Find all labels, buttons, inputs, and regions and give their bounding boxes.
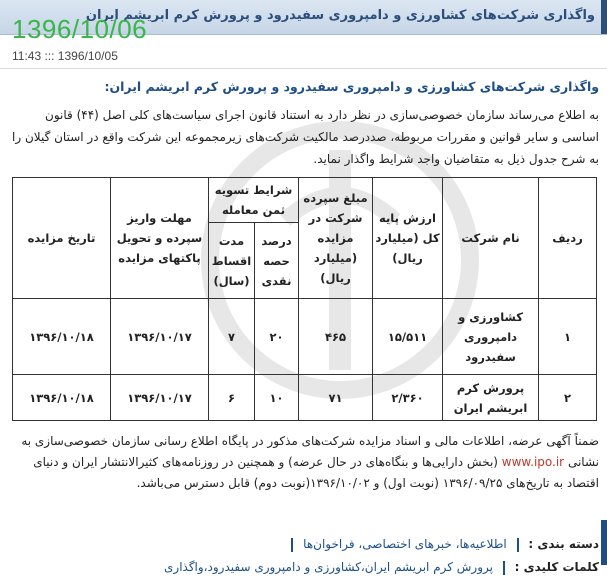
category-divider bbox=[291, 538, 293, 552]
category-divider bbox=[517, 538, 519, 552]
col-installment-years: مدت اقساط (سال) bbox=[209, 223, 255, 299]
publish-datetime: 11:43 ::: 1396/10/05 bbox=[12, 49, 118, 63]
title-bar-accent bbox=[601, 0, 607, 34]
ipo-website-link[interactable]: www.ipo.ir bbox=[501, 455, 565, 469]
cell-cash-percent: ۲۰ bbox=[255, 299, 299, 375]
cell-base-value: ۲/۳۶۰ bbox=[373, 375, 443, 421]
date-stamp: 1396/10/06 bbox=[12, 14, 148, 44]
cell-company: پرورش کرم ابریشم ایران bbox=[443, 375, 539, 421]
scrollbar[interactable] bbox=[601, 520, 607, 565]
cell-base-value: ۱۵/۵۱۱ bbox=[373, 299, 443, 375]
cell-deadline: ۱۳۹۶/۱۰/۱۷ bbox=[111, 299, 209, 375]
col-deposit: مبلغ سپرده شرکت در مزایده (میلیارد ریال) bbox=[299, 178, 373, 299]
cell-installment-years: ۷ bbox=[209, 299, 255, 375]
cell-deadline: ۱۳۹۶/۱۰/۱۷ bbox=[111, 375, 209, 421]
keyword-links[interactable]: پرورش کرم ابریشم ایران،کشاورزی و دامپروری سفیدرود،واگذاری bbox=[164, 560, 493, 574]
col-auction-date: تاریخ مزایده bbox=[13, 178, 111, 299]
cell-company: کشاورزی و دامپروری سفیدرود bbox=[443, 299, 539, 375]
table-row bbox=[13, 299, 597, 375]
col-company: نام شرکت bbox=[443, 178, 539, 299]
article-heading: واگذاری شرکت‌های کشاورزی و دامپروری سفیدرود و پرورش کرم ابریشم ایران: bbox=[104, 79, 599, 94]
article-intro: به اطلاع می‌رساند سازمان خصوصی‌سازی در نظر دارد به استناد قانون اجرای سیاست‌های کلی اصل (۴۴) قانون اساسی و سایر قوانین و مقررات مربوطه، صددرصد مالکیت شرکت‌های زیرمجموعه این شرکت واقع در استان گیلان را به شرح جدول ذیل به متقاضیان واجد شرایط واگذار نماید. bbox=[12, 108, 599, 166]
article-note bbox=[8, 431, 599, 494]
col-row-no: ردیف bbox=[539, 178, 597, 299]
cell-row-no: ۱ bbox=[539, 299, 597, 375]
category-line bbox=[285, 537, 599, 552]
cell-auction-date: ۱۳۹۶/۱۰/۱۸ bbox=[13, 299, 111, 375]
cell-installment-years: ۶ bbox=[209, 375, 255, 421]
col-deadline: مهلت واریز سپرده و تحویل پاکتهای مزایده bbox=[111, 178, 209, 299]
category-label: دسته بندی : bbox=[528, 537, 599, 551]
news-title: واگذاری شرکت‌های کشاورزی و دامپروری سفیدرود و پرورش کرم ابریشم ایران bbox=[85, 8, 595, 23]
category-links[interactable]: اطلاعیه‌ها، خبرهای اختصاصی، فراخوان‌ها bbox=[303, 537, 507, 551]
keywords-line bbox=[164, 560, 599, 575]
cell-row-no: ۲ bbox=[539, 375, 597, 421]
table-header-row bbox=[13, 178, 597, 223]
auction-table bbox=[12, 177, 597, 421]
col-terms-group: شرایط تسویه ثمن معامله bbox=[209, 178, 299, 223]
cell-deposit: ۷۱ bbox=[299, 375, 373, 421]
header-divider bbox=[0, 68, 607, 69]
cell-cash-percent: ۱۰ bbox=[255, 375, 299, 421]
cell-auction-date: ۱۳۹۶/۱۰/۱۸ bbox=[13, 375, 111, 421]
note-text-1: ضمناً آگهی عرضه، اطلاعات مالی و اسناد مزایده شرکت‌های مذکور در پایگاه اطلاع رسانی سازمان خصوصی‌سازی به نشانی bbox=[21, 434, 599, 469]
keywords-divider bbox=[503, 561, 505, 575]
col-base-value: ارزش پایه کل (میلیارد ریال) bbox=[373, 178, 443, 299]
col-cash-percent: درصد حصه نقدی bbox=[255, 223, 299, 299]
table-row bbox=[13, 375, 597, 421]
keywords-label: کلمات کلیدی : bbox=[514, 560, 599, 574]
note-text-2: (بخش دارایی‌ها و بنگاه‌های در حال عرضه) و همچنین در روزنامه‌های کثیرالانتشار ایران و دنیای اقتصاد به تاریخ‌های ۱۳۹۶/۰۹/۲۵ (نوبت اول) و ۱۳۹۶/۱۰/۰۲(نوبت دوم) قابل دسترس می‌باشد. bbox=[33, 455, 599, 490]
cell-deposit: ۴۶۵ bbox=[299, 299, 373, 375]
